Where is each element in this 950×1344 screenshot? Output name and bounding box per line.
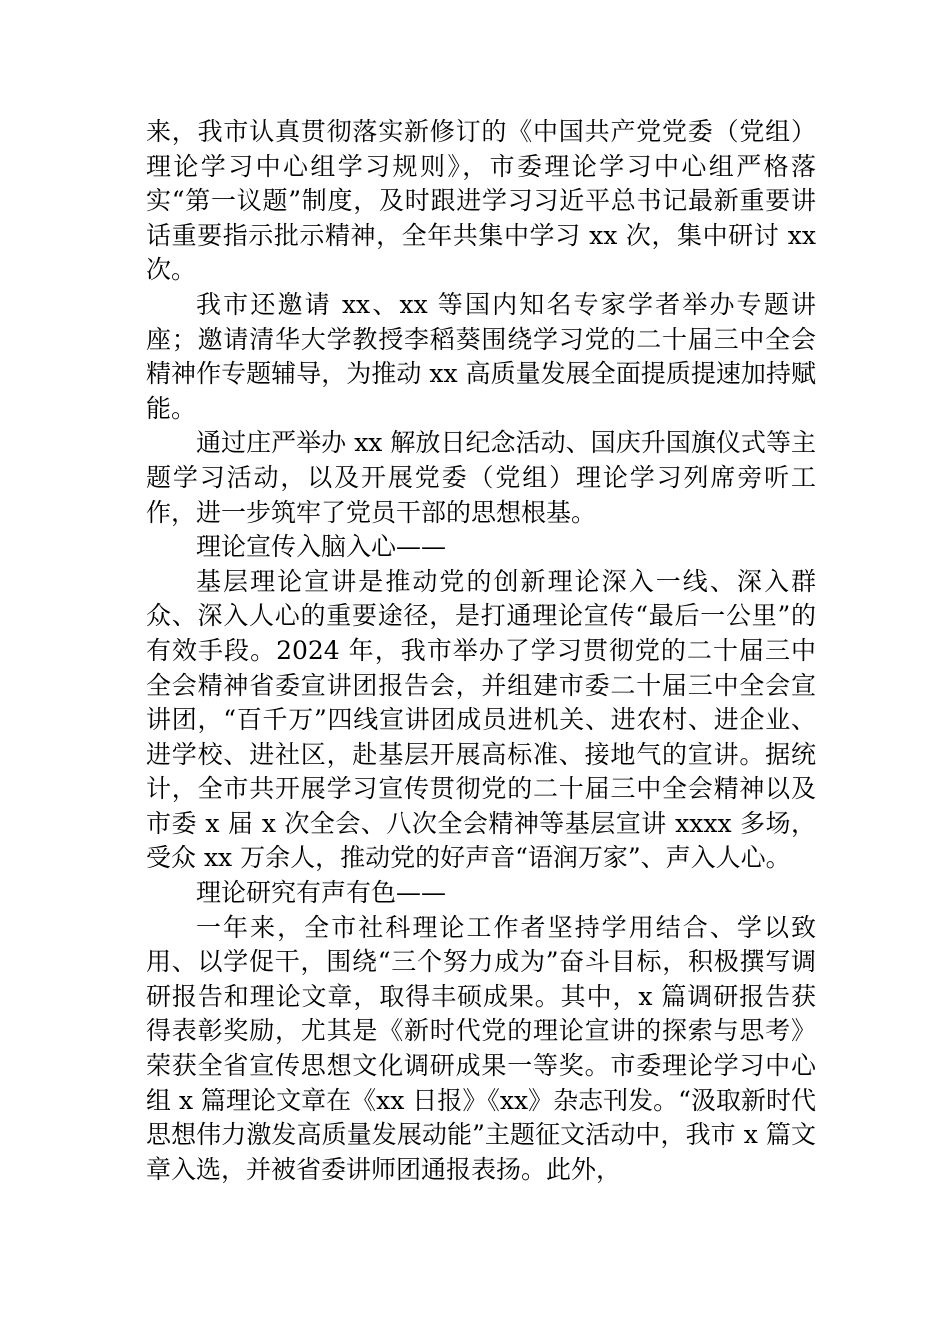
- paragraph-research-results: 一年来，全市社科理论工作者坚持学用结合、学以致用、以学促干，围绕“三个努力成为”奋斗目标，积极撰写调研报告和理论文章，取得丰硕成果。其中，x 篇调研报告获得表彰奖励，尤其是《新时代党的理论宣讲的探索与思考》荣获全省宣传思想文化调研成果一等奖。市委理论学习中心组 x 篇理论文章在《xx 日报》《xx》杂志刊发。“汲取新时代思想伟力激发高质量发展动能”主题征文活动中，我市 x 篇文章入选，并被省委讲师团通报表扬。此外，: [146, 912, 816, 1184]
- section-heading-theory-research: 理论研究有声有色——: [196, 878, 447, 908]
- paragraph-grassroots-lectures: 基层理论宣讲是推动党的创新理论深入一线、深入群众、深入人心的重要途径，是打通理论宣传“最后一公里”的有效手段。2024 年，我市举办了学习贯彻党的二十届三中全会精神省委宣讲团报告会，并组建市委二十届三中全会宣讲团，“百千万”四线宣讲团成员进机关、进农村、进企业、进学校、进社区，赴基层开展高标准、接地气的宣讲。据统计，全市共开展学习宣传贯彻党的二十届三中全会精神以及市委 x 届 x 次全会、八次全会精神等基层宣讲 xxxx 多场，受众 xx 万余人，推动党的好声音“语润万家”、声入人心。: [146, 566, 816, 873]
- paragraph-study-continuation: 来，我市认真贯彻落实新修订的《中国共产党党委（党组）理论学习中心组学习规则》，市委理论学习中心组严格落实“第一议题”制度，及时跟进学习习近平总书记最新重要讲话重要指示批示精神，全年共集中学习 xx 次，集中研讨 xx 次。: [146, 117, 816, 285]
- paragraph-expert-lectures: 我市还邀请 xx、xx 等国内知名专家学者举办专题讲座；邀请清华大学教授李稻葵围绕学习党的二十届三中全会精神作专题辅导，为推动 xx 高质量发展全面提质提速加持赋能。: [146, 289, 816, 423]
- paragraph-theme-activities: 通过庄严举办 xx 解放日纪念活动、国庆升国旗仪式等主题学习活动，以及开展党委（党组）理论学习列席旁听工作，进一步筑牢了党员干部的思想根基。: [146, 428, 816, 527]
- section-heading-theory-publicity: 理论宣传入脑入心——: [196, 532, 447, 562]
- document-body: [146, 115, 816, 1187]
